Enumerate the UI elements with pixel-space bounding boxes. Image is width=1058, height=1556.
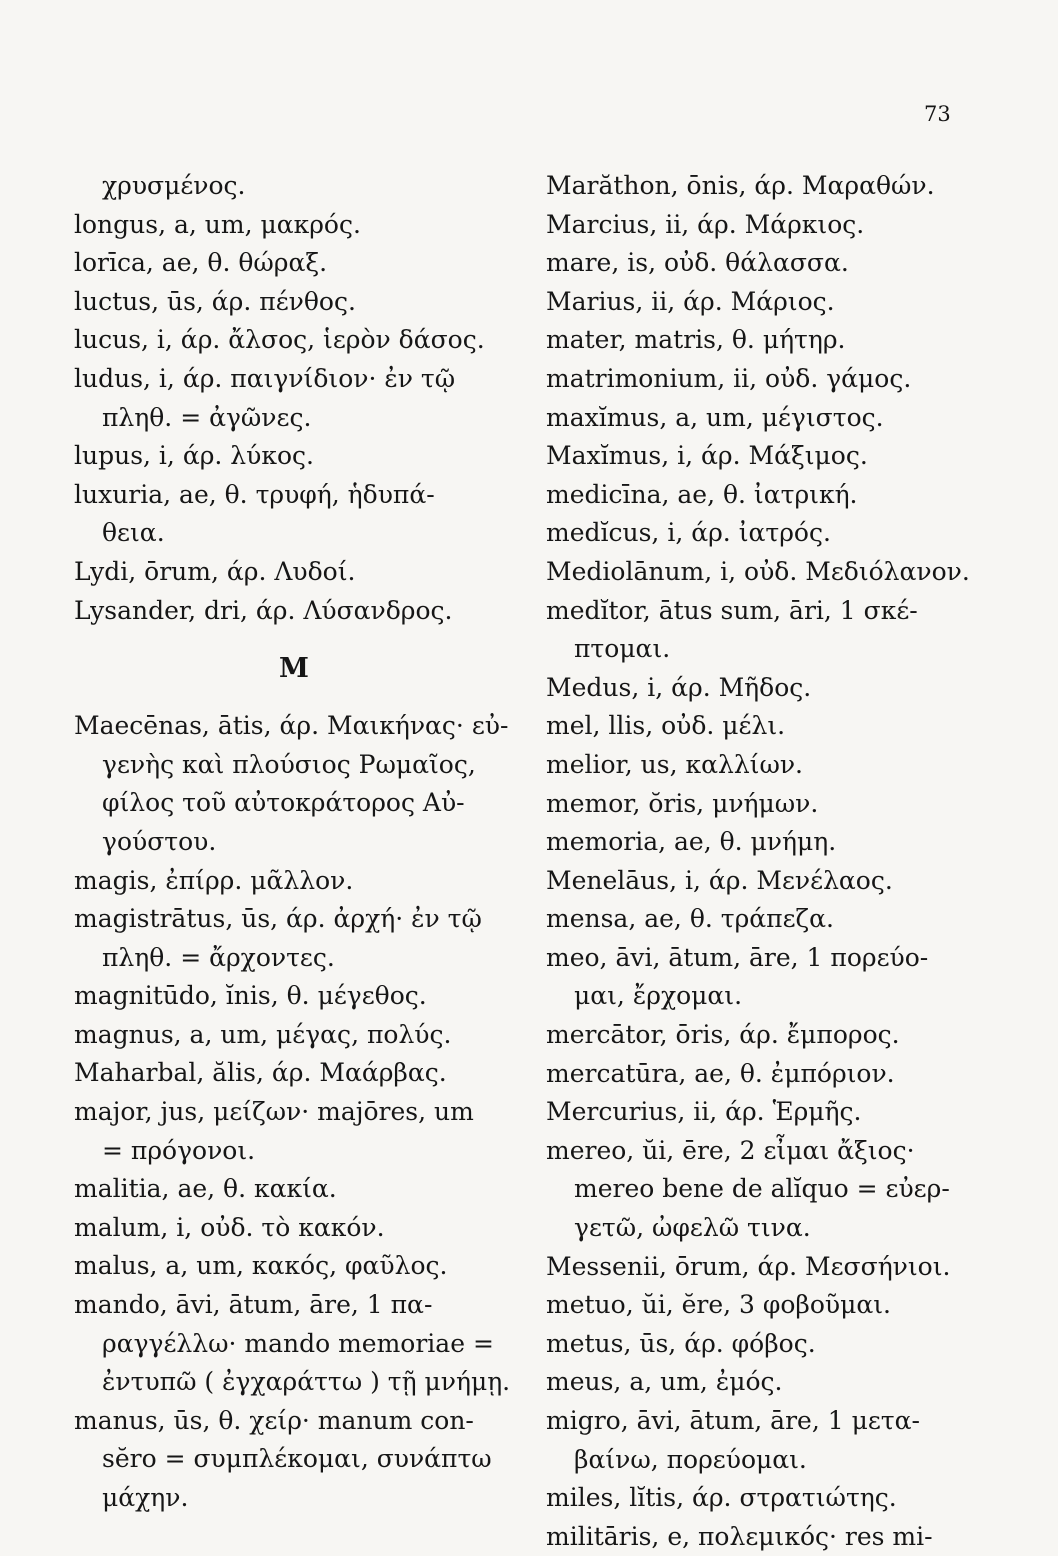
entry-line: lorīca, ae, θ. θώραξ. [74,248,328,278]
entry-line: metus, ūs, άρ. φόβος. [546,1328,816,1358]
entry-line: memor, ŏris, μνήμων. [546,788,819,818]
entry-line: μαι, ἔρχομαι. [574,981,743,1011]
entry-line: maxĭmus, a, um, μέγιστος. [546,402,884,432]
entry-line: Marius, ii, άρ. Μάριος. [546,286,835,316]
entry-line: major, jus, μείζων· majōres, um [74,1097,474,1127]
left-column [74,167,514,1518]
entry-line: mater, matris, θ. μήτηρ. [546,325,846,355]
right-column [546,167,970,1556]
entry-line: βαίνω, πορεύομαι. [574,1444,807,1474]
entry-line: γετῶ, ὠφελῶ τινα. [574,1213,811,1243]
entry-line: πτομαι. [574,634,671,664]
page-number: 73 [924,102,951,126]
entry-line: Messenii, ōrum, άρ. Μεσσήνιοι. [546,1251,951,1281]
entry-line: meus, a, um, ἐμός. [546,1367,783,1397]
section-heading: M [279,653,309,685]
entry-line: Maecēnas, ātis, άρ. Μαικήνας· εὐ- [74,711,509,741]
entry-line: magnus, a, um, μέγας, πολύς. [74,1019,452,1049]
entry-line: luctus, ūs, άρ. πένθος. [74,286,356,316]
entry-line: γενὴς καὶ πλούσιος Ρωμαῖος, [102,749,476,779]
entry-line: πληθ. = ἀγῶνες. [102,402,312,432]
entry-line: χρυσμένος. [102,171,246,200]
entry-line: mando, āvi, ātum, āre, 1 πα- [74,1290,433,1320]
entry-line: metuo, ŭi, ĕre, 3 φοβοῦμαι. [546,1290,892,1320]
entry-line: mercātor, ōris, άρ. ἔμπορος. [546,1020,900,1050]
entry-line: manus, ūs, θ. χείρ· manum con- [74,1405,474,1435]
entry-line: melior, us, καλλίων. [546,749,803,779]
entry-line: matrimonium, ii, οὐδ. γάμος. [546,363,912,393]
entry-line: lupus, i, άρ. λύκος. [74,441,314,471]
entry-line: memoria, ae, θ. μνήμη. [546,827,837,857]
entry-line: luxuria, ae, θ. τρυφή, ἡδυπά- [74,479,435,509]
entry-line: Marcius, ii, άρ. Μάρκιος. [546,209,865,239]
entry-line: Maxĭmus, i, άρ. Μάξιμος. [546,441,868,471]
entry-line: ραγγέλλω· mando memoriae = [102,1328,494,1358]
entry-line: malitia, ae, θ. κακία. [74,1174,337,1204]
entry-line: magis, ἐπίρρ. μᾶλλον. [74,865,354,895]
entry-line: longus, a, um, μακρός. [74,209,361,239]
entry-line: Lysander, dri, άρ. Λύσανδρος. [74,595,453,625]
entry-line: meo, āvi, ātum, āre, 1 πορεύο- [546,942,929,972]
entry-line: πληθ. = ἄρχοντες. [102,942,335,972]
entry-line: medicīna, ae, θ. ἰατρική. [546,479,858,509]
entry-line: mercatūra, ae, θ. ἐμπόριον. [546,1058,895,1088]
entry-line: medĭcus, i, άρ. ἰατρός. [546,518,831,548]
entry-line: magnitūdo, ĭnis, θ. μέγεθος. [74,981,427,1011]
entry-line: Mediolānum, i, οὐδ. Μεδιόλανον. [546,556,970,586]
entry-line: μάχην. [102,1483,189,1512]
entry-line: malum, i, οὐδ. τὸ κακόν. [74,1212,385,1242]
entry-line: ἐντυπῶ ( ἐγχαράττω ) τῇ μνήμῃ. [102,1367,511,1397]
entry-line: miles, lĭtis, άρ. στρατιώτης. [546,1483,897,1513]
entry-line: Medus, i, άρ. Μῆδος. [546,672,812,702]
entry-line: lucus, i, άρ. ἄλσος, ἱερὸν δάσος. [74,325,485,355]
entry-line: medĭtor, ātus sum, āri, 1 σκέ- [546,595,918,625]
entry-line: φίλος τοῦ αὐτοκράτορος Αὐ- [102,788,465,818]
entry-line: mel, llis, οὐδ. μέλι. [546,711,786,741]
entry-line: migro, āvi, ātum, āre, 1 μετα- [546,1406,920,1435]
entry-line: ludus, i, άρ. παιγνίδιον· ἐν τῷ [74,363,456,393]
entry-line: magistrātus, ūs, άρ. ἀρχή· ἐν τῷ [74,904,482,934]
entry-line: γούστου. [102,826,217,856]
entry-line: Mercurius, ii, άρ. Ἑρμῆς. [546,1097,862,1127]
entry-line: mare, is, οὐδ. θάλασσα. [546,248,849,278]
entry-line: mensa, ae, θ. τράπεζα. [546,904,834,934]
entry-line: Maharbal, ălis, άρ. Μαάρβας. [74,1058,447,1088]
entry-line: Menelāus, i, άρ. Μενέλαος. [546,865,893,895]
entry-line: Marăthon, ōnis, άρ. Μαραθών. [546,171,935,200]
entry-line: = πρόγονοι. [102,1135,256,1165]
entry-line: Lydi, ōrum, άρ. Λυδοί. [74,556,356,586]
entry-line: θεια. [102,518,165,548]
entry-line: sĕro = συμπλέκομαι, συνάπτω [102,1444,492,1474]
entry-line: mereo, ŭi, ēre, 2 εἶμαι ἄξιος· [546,1135,915,1165]
entry-line: mereo bene de alĭquo = εὐερ- [574,1174,950,1204]
entry-line: militāris, e, πολεμικός· res mi- [546,1521,933,1551]
entry-line: malus, a, um, κακός, φαῦλος. [74,1251,448,1281]
